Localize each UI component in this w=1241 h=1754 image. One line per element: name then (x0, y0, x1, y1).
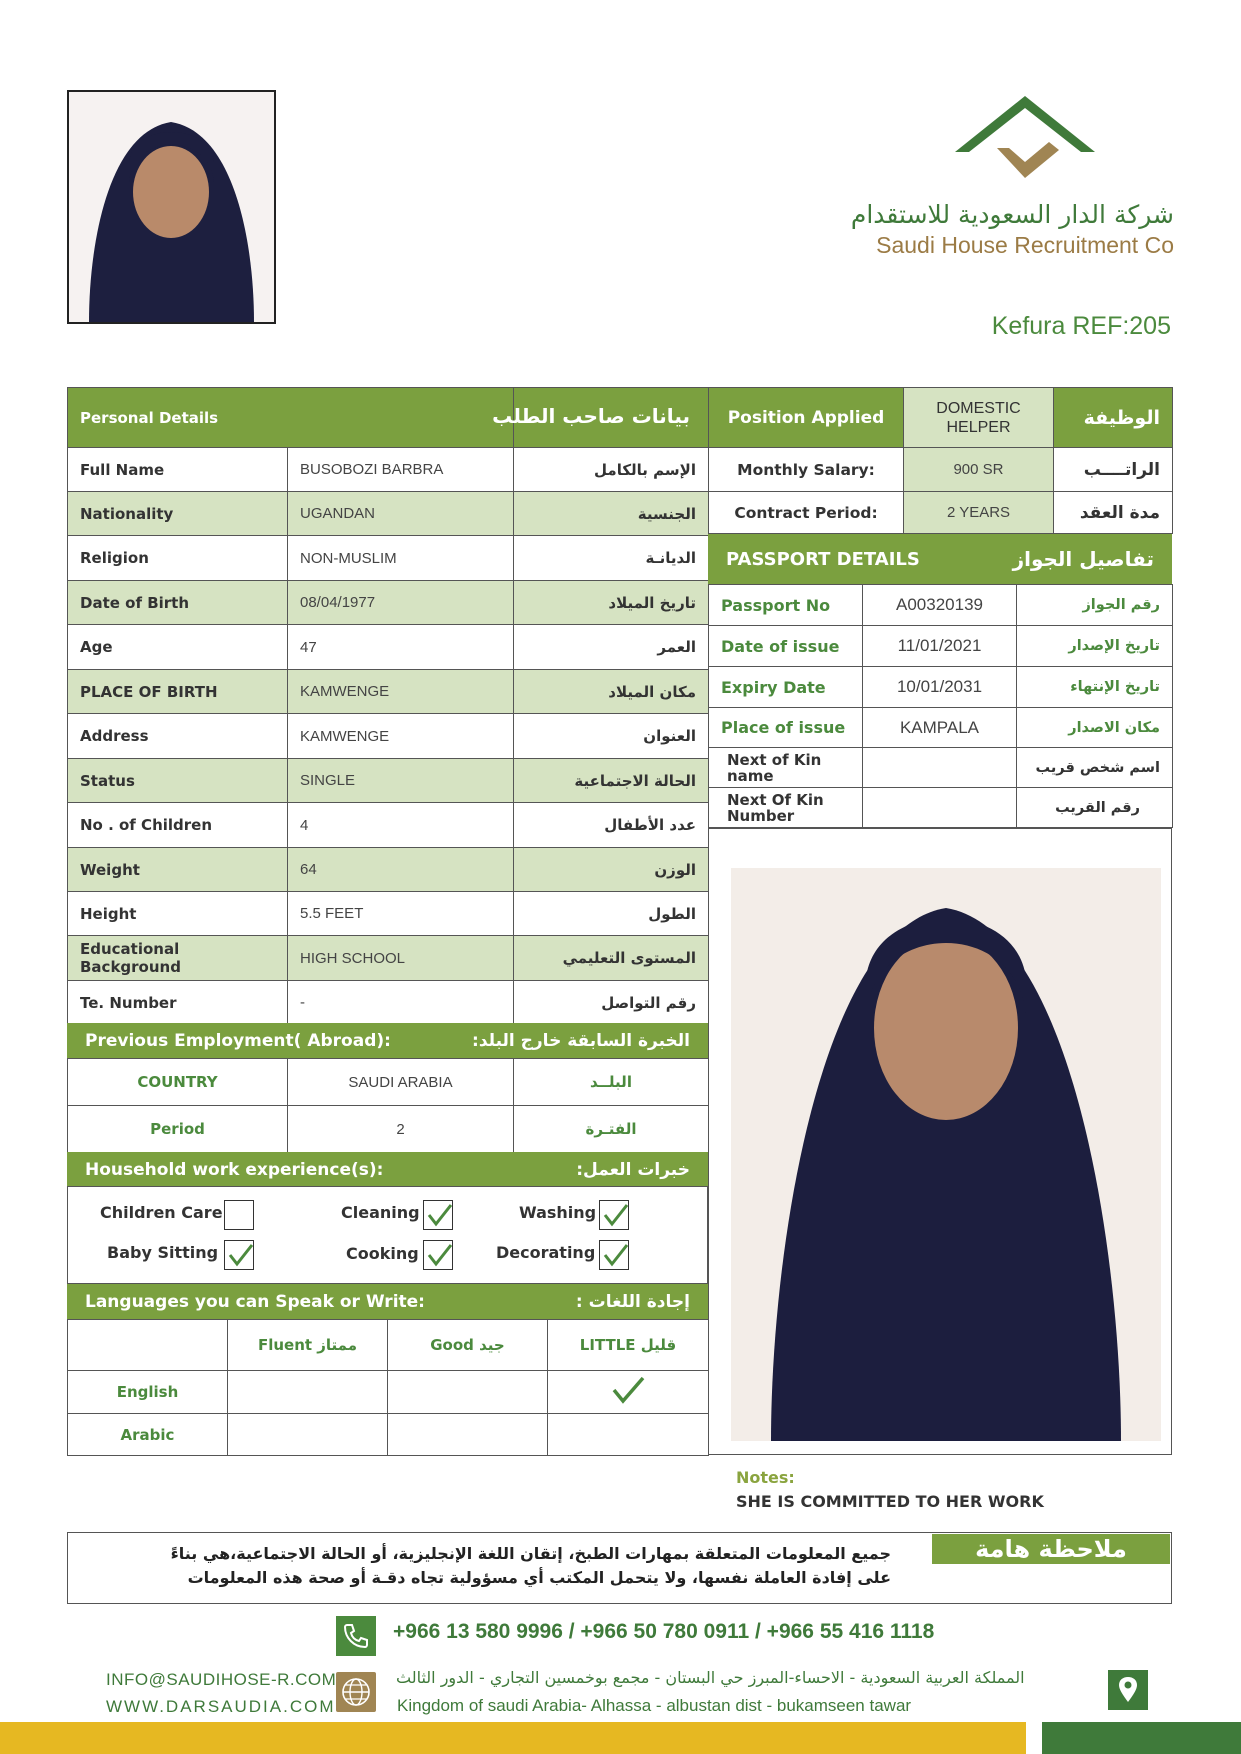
salary-label: Monthly Salary: (709, 448, 904, 492)
kin-number-value (863, 788, 1017, 828)
languages-header (67, 1284, 708, 1319)
phone-numbers: +966 13 580 9996 / +966 50 780 0911 / +966 55 416 1118 (393, 1620, 935, 1643)
company-name-en: Saudi House Recruitment Co (876, 232, 1174, 258)
household-title-ar: خبرات العمل: (576, 1159, 690, 1180)
passport-label: Place of issue (709, 708, 863, 748)
decorating-checkbox[interactable] (599, 1240, 629, 1270)
household-item-label: Cooking (346, 1244, 419, 1263)
checkmark-icon (425, 1201, 453, 1229)
household-item-label: Washing (519, 1203, 597, 1222)
passport-label-ar: تاريخ الإصدار (1017, 626, 1173, 667)
row-label: Religion (68, 536, 288, 581)
company-logo (955, 96, 1095, 182)
row-label-ar: الجنسية (514, 492, 709, 536)
row-label: Height (68, 892, 288, 936)
personal-title-en: Personal Details (68, 388, 514, 448)
col-good: Good جيد (388, 1320, 548, 1371)
important-line-1: جميع المعلومات المتعلقة بمهارات الطبخ، إتقان اللغة الإنجليزية، أو الحالة الاجتماعية،هي بناءً (170, 1544, 891, 1563)
checkmark-icon (611, 1375, 645, 1405)
passport-value: A00320139 (863, 585, 1017, 626)
row-label-ar: رقم التواصل (514, 981, 709, 1025)
globe-icon (336, 1672, 376, 1712)
household-item-label: Baby Sitting (107, 1243, 219, 1262)
row-label-ar: الإسم بالكامل (514, 448, 709, 492)
row-value: 08/04/1977 (288, 581, 514, 625)
footer-bar-yellow (0, 1722, 1026, 1754)
row-value: - (288, 981, 514, 1025)
important-notice-title: ملاحظة هامة (932, 1534, 1170, 1564)
passport-label-ar: رقم الجواز (1017, 585, 1173, 626)
col-fluent: Fluent ممتاز (228, 1320, 388, 1371)
contract-label: Contract Period: (709, 492, 904, 534)
row-value: BUSOBOZI BARBRA (288, 448, 514, 492)
row-label: Weight (68, 848, 288, 892)
household-title-en: Household work experience(s): (85, 1159, 384, 1180)
row-label-ar: تاريخ الميلاد (514, 581, 709, 625)
checkmark-icon (226, 1241, 254, 1269)
row-label: Status (68, 759, 288, 803)
passport-label: Passport No (709, 585, 863, 626)
language-name: Arabic (68, 1414, 228, 1456)
period-label-ar: الفتـرة (514, 1106, 709, 1153)
salary-label-ar: الراتــــب (1054, 448, 1173, 492)
row-value: UGANDAN (288, 492, 514, 536)
passport-title-en: PASSPORT DETAILS (726, 548, 920, 570)
contract-label-ar: مدة العقد (1054, 492, 1173, 534)
language-name: English (68, 1371, 228, 1414)
cooking-checkbox[interactable] (423, 1240, 453, 1270)
passport-label-ar: مكان الاصدار (1017, 708, 1173, 748)
kin-name-value (863, 748, 1017, 788)
email-address[interactable]: INFO@SAUDIHOSE-R.COM (106, 1670, 337, 1689)
passport-table (708, 584, 1173, 828)
personal-title-ar: بيانات صاحب الطلب (492, 404, 690, 428)
children-care-checkbox[interactable] (224, 1200, 254, 1230)
row-label: Educational Background (68, 936, 288, 981)
country-label: COUNTRY (68, 1059, 288, 1106)
row-label-ar: عدد الأطفال (514, 803, 709, 848)
english-little-cell (548, 1371, 709, 1414)
position-table (708, 387, 1173, 534)
row-label-ar: المستوى التعليمي (514, 936, 709, 981)
important-line-2: على إفادة العاملة نفسها، ولا يتحمل المكتب أي مسؤولية تجاه دقـة أو صحة هذه المعلومات (187, 1568, 891, 1587)
household-item-label: Children Care (100, 1203, 223, 1222)
row-value: NON-MUSLIM (288, 536, 514, 581)
passport-label: Date of issue (709, 626, 863, 667)
row-value: 47 (288, 625, 514, 670)
baby-sitting-checkbox[interactable] (224, 1240, 254, 1270)
row-value: 4 (288, 803, 514, 848)
passport-title-ar: تفاصيل الجواز (1012, 547, 1154, 571)
row-label: Age (68, 625, 288, 670)
row-label-ar: العمر (514, 625, 709, 670)
checkmark-icon (601, 1201, 629, 1229)
row-label: No . of Children (68, 803, 288, 848)
contract-value: 2 YEARS (904, 492, 1054, 534)
row-value: 64 (288, 848, 514, 892)
kin-number-label-ar: رقم القريب (1017, 788, 1173, 828)
row-label-ar: الوزن (514, 848, 709, 892)
row-label-ar: الحالة الاجتماعية (514, 759, 709, 803)
passport-value: KAMPALA (863, 708, 1017, 748)
salary-value: 900 SR (904, 448, 1054, 492)
passport-value: 10/01/2031 (863, 667, 1017, 708)
row-label: Te. Number (68, 981, 288, 1025)
footer-bar-green (1042, 1722, 1241, 1754)
languages-title-ar: إجادة اللغات : (575, 1291, 690, 1312)
phone-icon (336, 1616, 376, 1656)
position-value: DOMESTIC HELPER (904, 388, 1054, 448)
household-item-label: Cleaning (341, 1203, 420, 1222)
row-label-ar: العنوان (514, 714, 709, 759)
row-value: 5.5 FEET (288, 892, 514, 936)
row-label-ar: الديانـة (514, 536, 709, 581)
company-name-ar: شركة الدار السعودية للاستقدام (850, 200, 1174, 229)
passport-header (708, 534, 1172, 584)
row-value: KAMWENGE (288, 714, 514, 759)
previous-employment-header (67, 1023, 708, 1058)
period-label: Period (68, 1106, 288, 1153)
washing-checkbox[interactable] (599, 1200, 629, 1230)
row-value: HIGH SCHOOL (288, 936, 514, 981)
website-link[interactable]: WWW.DARSAUDIA.COM (106, 1697, 336, 1716)
row-label: Address (68, 714, 288, 759)
position-label-ar: الوظيفة (1054, 388, 1173, 448)
passport-label: Expiry Date (709, 667, 863, 708)
household-item-label: Decorating (496, 1243, 596, 1262)
position-label-en: Position Applied (709, 388, 904, 448)
col-little: LITTLE قليل (548, 1320, 709, 1371)
country-value: SAUDI ARABIA (288, 1059, 514, 1106)
kin-number-label: Next Of Kin Number (709, 788, 863, 828)
notes-text: SHE IS COMMITTED TO HER WORK (736, 1492, 1044, 1511)
address-ar: المملكة العربية السعودية - الاحساء-المبرز حي البستان - مجمع بوخمسين التجاري - الدور الثالث (396, 1668, 1025, 1687)
candidate-photo-large (731, 868, 1161, 1441)
period-value: 2 (288, 1106, 514, 1153)
row-label: PLACE OF BIRTH (68, 670, 288, 714)
languages-table (67, 1319, 709, 1456)
row-label: Date of Birth (68, 581, 288, 625)
country-label-ar: البلــد (514, 1059, 709, 1106)
household-header (67, 1152, 708, 1187)
passport-value: 11/01/2021 (863, 626, 1017, 667)
row-label: Nationality (68, 492, 288, 536)
kin-name-label-ar: اسم شخص قريب (1017, 748, 1173, 788)
previous-title-ar: الخبرة السابقة خارج البلد: (472, 1030, 690, 1051)
languages-title-en: Languages you can Speak or Write: (85, 1291, 425, 1312)
notes-label: Notes: (736, 1468, 795, 1487)
checkmark-icon (425, 1241, 453, 1269)
location-pin-icon (1108, 1670, 1148, 1710)
previous-employment-table (67, 1058, 709, 1153)
cleaning-checkbox[interactable] (423, 1200, 453, 1230)
candidate-photo-small (67, 90, 276, 324)
reference-number: Kefura REF:205 (991, 312, 1171, 340)
address-en: Kingdom of saudi Arabia- Alhassa - albustan dist - bukamseen tawar (397, 1696, 912, 1715)
checkmark-icon (601, 1241, 629, 1269)
passport-label-ar: تاريخ الإنتهاء (1017, 667, 1173, 708)
kin-name-label: Next of Kin name (709, 748, 863, 788)
row-value: KAMWENGE (288, 670, 514, 714)
row-value: SINGLE (288, 759, 514, 803)
row-label-ar: الطول (514, 892, 709, 936)
row-label: Full Name (68, 448, 288, 492)
previous-title-en: Previous Employment( Abroad): (85, 1030, 391, 1051)
row-label-ar: مكان الميلاد (514, 670, 709, 714)
important-notice-text (131, 1542, 891, 1590)
personal-details-table (67, 387, 709, 1025)
